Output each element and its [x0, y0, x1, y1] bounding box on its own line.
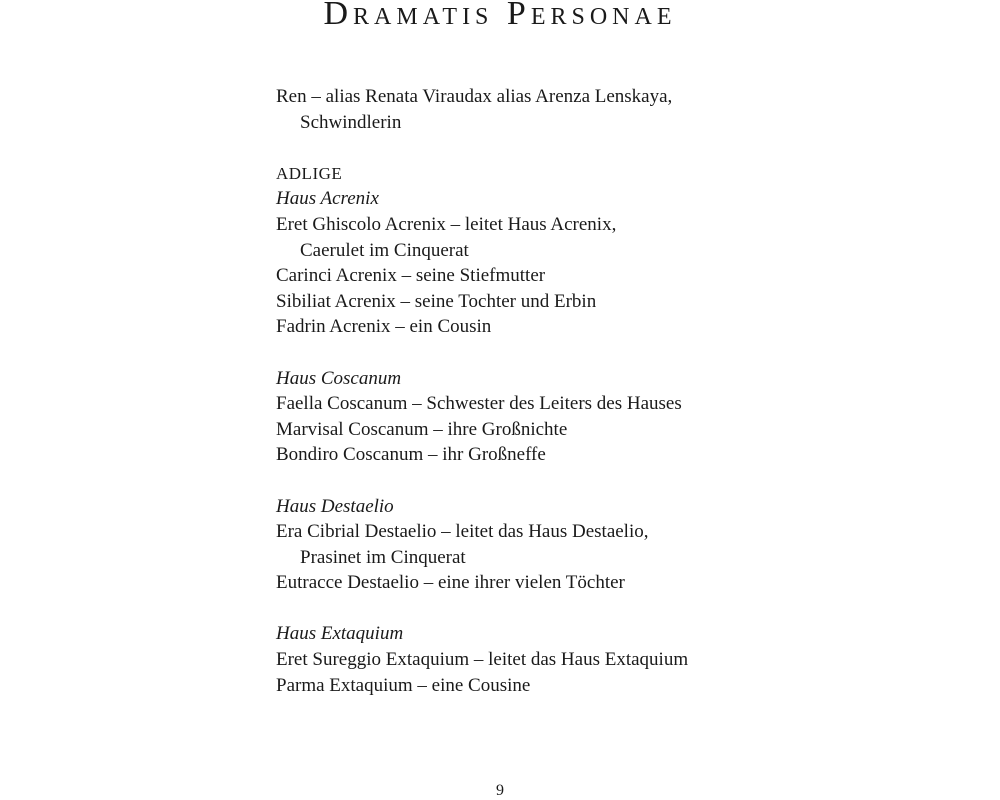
character-entry-continuation: Prasinet im Cinquerat	[300, 546, 466, 568]
house-heading-coscanum: Haus Coscanum	[276, 367, 402, 389]
house-heading-acrenix: Haus Acrenix	[276, 188, 379, 210]
house-heading-destaelio: Haus Destaelio	[276, 495, 394, 517]
page-number: 9	[496, 782, 504, 799]
character-entry-continuation: Caerulet im Cinquerat	[300, 239, 469, 261]
character-entry: Eutracce Destaelio – eine ihrer vielen Töchter	[276, 572, 625, 594]
house-heading-extaquium: Haus Extaquium	[276, 623, 404, 645]
character-entry: Bondiro Coscanum – ihr Großneffe	[276, 444, 546, 466]
character-entry: Marvisal Coscanum – ihre Großnichte	[276, 418, 568, 440]
character-entry: Eret Ghiscolo Acrenix – leitet Haus Acrenix,	[276, 213, 617, 235]
character-entry: Fadrin Acrenix – ein Cousin	[276, 316, 492, 338]
character-entry: Era Cibrial Destaelio – leitet das Haus Destaelio,	[276, 521, 649, 543]
character-entry: Faella Coscanum – Schwester des Leiters des Hauses	[276, 393, 682, 415]
intro-entry-continuation: Schwindlerin	[300, 111, 402, 133]
section-heading-nobility: ADLIGE	[276, 163, 343, 183]
page-title: Dramatis Personae	[323, 0, 677, 32]
spacer	[276, 596, 956, 622]
character-entry: Parma Extaquium – eine Cousine	[276, 674, 531, 696]
character-entry: Sibiliat Acrenix – seine Tochter und Erbin	[276, 290, 597, 312]
character-entry: Eret Sureggio Extaquium – leitet das Haus Extaquium	[276, 649, 689, 671]
spacer	[276, 468, 956, 494]
intro-entry-line: Ren – alias Renata Viraudax alias Arenza Lenskaya,	[276, 86, 673, 107]
spacer	[276, 340, 956, 366]
character-entry: Carinci Acrenix – seine Stiefmutter	[276, 265, 546, 287]
character-list	[276, 84, 956, 698]
spacer	[276, 135, 956, 161]
